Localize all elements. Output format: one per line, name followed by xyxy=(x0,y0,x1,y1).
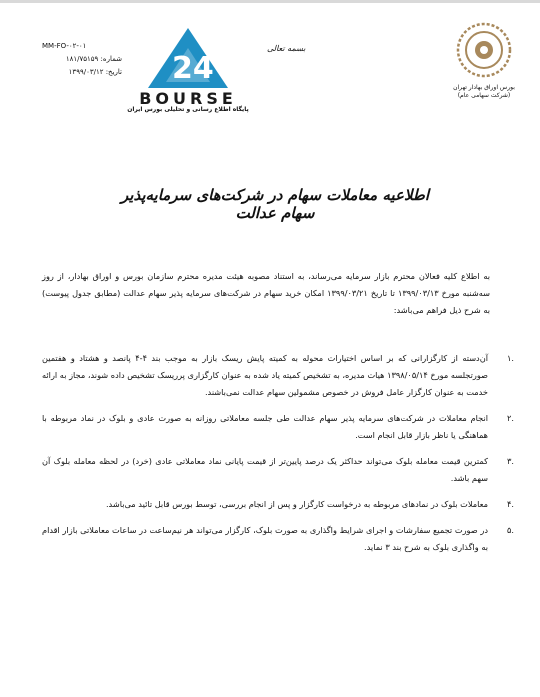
item-text: در صورت تجمیع سفارشات و اجرای شرایط واگذاری به صورت بلوک، کارگزار می‌تواند هر نیم‌ساعت در ساعات معاملاتی بازار اقدام به واگذاری بلوک به شرح بند ۳ نماید. xyxy=(42,525,488,552)
logo-digits: 24 xyxy=(172,51,214,86)
doc-number-label: شماره: xyxy=(100,55,122,63)
document-title: اطلاعیه معاملات سهام در شرکت‌های سرمایه‌پذیر سهام عدالت xyxy=(121,186,429,222)
bourse24-logo xyxy=(110,26,266,118)
top-rule xyxy=(0,0,540,3)
item-text: معاملات بلوک در نمادهای مربوطه به درخواست کارگزار و پس از انجام بررسی، توسط بورس قابل تائید می‌باشد. xyxy=(105,499,488,509)
item-text: انجام معاملات در شرکت‌های سرمایه پذیر سهام عدالت طی جلسه معاملاتی روزانه به صورت عادی و بلوک در نماد مربوطه با هماهنگی یا ناظر بازار قابل انجام است. xyxy=(42,413,488,440)
numbered-list xyxy=(42,350,514,565)
item-number: .۵ xyxy=(506,525,514,535)
list-item xyxy=(42,496,514,513)
item-text: آن‌دسته از کارگزارانی که بر اساس اختیارات محوله به کمیته پایش ریسک بازار به موجب بند ۴-۴ پانصد و هشتاد و هفتمین صورتجلسه مورخ ۱۳۹۸/۰۵/۱۴ هیات مدیره، به تشخیص کمیته یاد شده به عنوان کارگزاری پرریسک تشخیص داده شوند، مجاز به ارائه خدمت به عنوان کارگزار عامل فروش در خصوص مشمولین سهام عدالت نمی‌باشند. xyxy=(42,353,488,397)
item-number: .۲ xyxy=(506,413,514,423)
doc-number-value: ۱۸۱/۷۵۱۵۹ xyxy=(65,55,99,63)
bourse24-subtitle: پایگاه اطلاع رسانی و تحلیلی بورس ایران xyxy=(127,106,249,113)
item-number: .۱ xyxy=(506,353,514,363)
list-item xyxy=(42,522,514,556)
item-number: .۳ xyxy=(506,456,514,466)
item-number: .۴ xyxy=(506,499,514,509)
basmala: بسمه تعالی xyxy=(267,44,306,53)
exchange-name: بورس اوراق بهادار تهران xyxy=(453,84,515,91)
logo-wordmark: BOURSE xyxy=(139,89,237,106)
list-item xyxy=(42,350,514,401)
item-text: کمترین قیمت معامله بلوک می‌تواند حداکثر یک درصد پایین‌تر از قیمت پایانی نماد معاملاتی عادی (خرد) در لحظه معامله بلوک آن سهم باشد. xyxy=(42,456,488,483)
doc-date-label: تاریخ: xyxy=(105,68,122,76)
doc-code: MM-FO-۰۲-۰۱ xyxy=(42,42,87,50)
exchange-emblem-icon xyxy=(454,20,514,80)
exchange-subtitle: (شرکت سهامی عام) xyxy=(457,92,511,99)
doc-date-value: ۱۳۹۹/۰۳/۱۲ xyxy=(68,68,104,76)
bourse24-logo-graphic xyxy=(110,26,266,106)
list-item xyxy=(42,453,514,487)
intro-paragraph: به اطلاع کلیه فعالان محترم بازار سرمایه می‌رساند، به استناد مصوبه هیئت مدیره محترم سازمان بورس و اوراق بهادار، از روز سه‌شنبه مورخ ۱۳۹۹/۰۳/۱۳ تا تاریخ ۱۳۹۹/۰۳/۲۱ امکان خرید سهام در شرکت‌های سرمایه پذیر سهام عدالت (مطابق جدول پیوست) به شرح ذیل فراهم می‌باشد: xyxy=(42,271,490,315)
tehran-exchange-logo xyxy=(448,20,520,120)
list-item xyxy=(42,410,514,444)
